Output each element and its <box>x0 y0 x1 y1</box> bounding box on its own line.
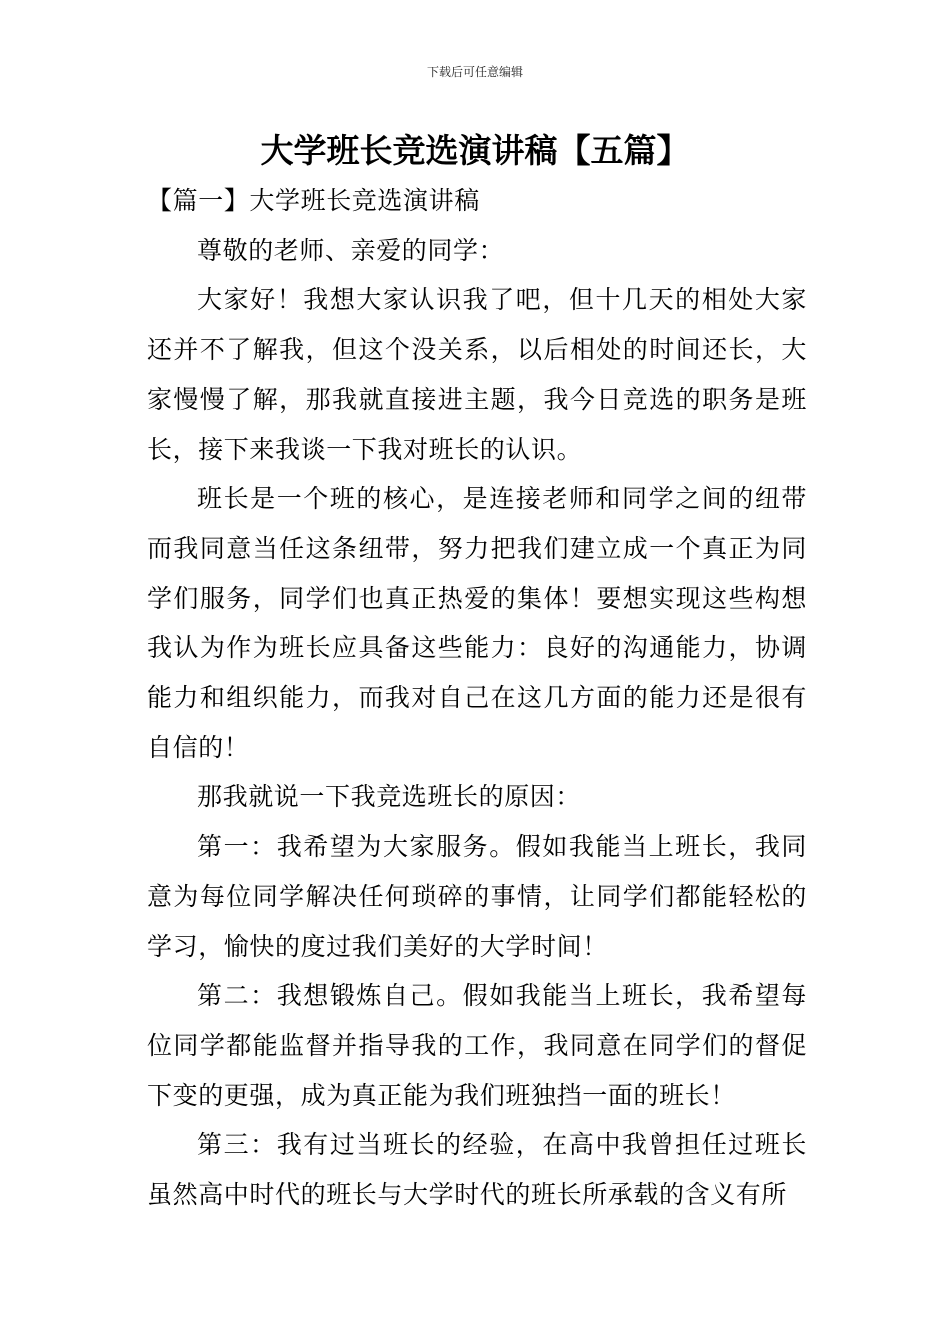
document-body <box>147 176 807 1220</box>
header-note: 下载后可任意编辑 <box>426 65 523 79</box>
paragraph-role-of-monitor: 班长是一个班的核心，是连接老师和同学之间的纽带而我同意当任这条纽带，努力把我们建立成一个真正为同学们服务，同学们也真正热爱的集体！要想实现这些构想我认为作为班长应具备这些能力：良好的沟通能力，协调能力和组织能力，而我对自己在这几方面的能力还是很有自信的！ <box>147 484 807 762</box>
paragraph-reasons-intro: 那我就说一下我竞选班长的原因： <box>197 782 582 812</box>
paragraph-reason-one: 第一：我希望为大家服务。假如我能当上班长，我同意为每位同学解决任何琐碎的事情，让同学们都能轻松的学习，愉快的度过我们美好的大学时间！ <box>147 832 807 961</box>
paragraph-greeting: 大家好！我想大家认识我了吧，但十几天的相处大家还并不了解我，但这个没关系，以后相处的时间还长，大家慢慢了解，那我就直接进主题，我今日竞选的职务是班长，接下来我谈一下我对班长的认识。 <box>147 285 807 464</box>
document-title: 大学班长竞选演讲稿【五篇】 <box>260 131 690 170</box>
paragraph-reason-two: 第二：我想锻炼自己。假如我能当上班长，我希望每位同学都能监督并指导我的工作，我同意在同学们的督促下变的更强，成为真正能为我们班独挡一面的班长！ <box>147 981 807 1110</box>
paragraph-reason-three: 第三：我有过当班长的经验，在高中我曾担任过班长虽然高中时代的班长与大学时代的班长所承载的含义有所 <box>147 1130 807 1210</box>
section-heading: 【篇一】大学班长竞选演讲稿 <box>147 186 480 215</box>
paragraph-salutation: 尊敬的老师、亲爱的同学： <box>197 235 505 265</box>
